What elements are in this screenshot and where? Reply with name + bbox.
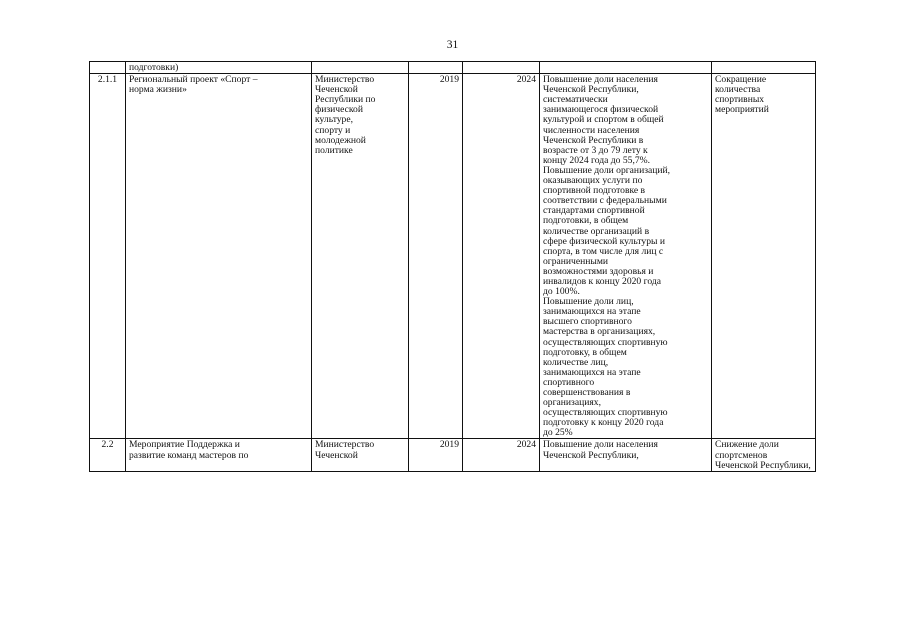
table-row — [90, 439, 816, 471]
cell-executor: Министерство Чеченской Республики по физической культуре, спорту и молодежной политике — [312, 74, 409, 439]
cell-name: подготовки) — [126, 62, 312, 74]
cell-executor: Министерство Чеченской — [312, 439, 409, 471]
cell-indicator: Повышение доли населения Чеченской Республики, систематически занимающегося физической культурой и спортом в общей численности населения Чеченской Республики в возрасте от 3 до 79 лету к концу 2024 года до 55,7%. Повышение доли организаций, оказывающих услуги по спортивной подготовке в соответствии с федеральными стандартами спортивной подготовки, в общем количестве организаций в сфере физической культуры и спорта, в том числе для лиц с ограниченными возможностями здоровья и инвалидов к концу 2020 года до 100%. Повышение доли лиц, занимающихся на этапе высшего спортивного мастерства в организациях, осуществляющих спортивную подготовку, в общем количестве лиц, занимающихся на этапе спортивного совершенствования в организациях, осуществляющих спортивную подготовку к концу 2020 года до 25% — [540, 74, 712, 439]
cell-consequence: Снижение доли спортсменов Чеченской Республики, — [712, 439, 816, 471]
cell-start-year: 2019 — [409, 74, 463, 439]
cell-number — [90, 62, 126, 74]
cell-indicator — [540, 62, 712, 74]
cell-consequence — [712, 62, 816, 74]
cell-number: 2.2 — [90, 439, 126, 471]
cell-start-year: 2019 — [409, 439, 463, 471]
page-number: 31 — [446, 39, 459, 51]
cell-end-year: 2024 — [463, 74, 540, 439]
cell-indicator: Повышение доли населения Чеченской Республики, — [540, 439, 712, 471]
cell-consequence: Сокращение количества спортивных мероприятий — [712, 74, 816, 439]
table-row-continuation — [90, 62, 816, 74]
table-row — [90, 74, 816, 439]
cell-name: Региональный проект «Спорт – норма жизни» — [126, 74, 312, 439]
program-table — [89, 61, 816, 472]
cell-end-year: 2024 — [463, 439, 540, 471]
cell-end-year — [463, 62, 540, 74]
cell-start-year — [409, 62, 463, 74]
cell-number: 2.1.1 — [90, 74, 126, 439]
cell-name: Мероприятие Поддержка и развитие команд мастеров по — [126, 439, 312, 471]
cell-executor — [312, 62, 409, 74]
